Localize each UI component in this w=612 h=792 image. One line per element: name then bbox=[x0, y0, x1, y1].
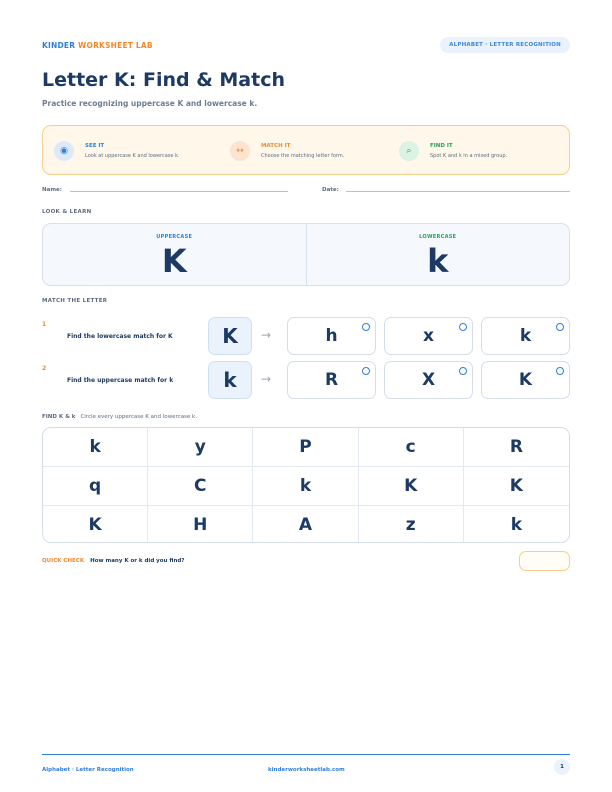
grid-cell[interactable]: A bbox=[253, 506, 358, 543]
quick-check-answer-box[interactable] bbox=[519, 551, 570, 571]
radio-circle[interactable] bbox=[459, 367, 467, 375]
brand-part-2: WORKSHEET LAB bbox=[78, 41, 153, 50]
page-number: 1 bbox=[554, 759, 570, 775]
step-title: SEE IT bbox=[85, 143, 105, 149]
option-letter: X bbox=[421, 370, 436, 390]
option-letter: K bbox=[518, 370, 533, 390]
option-letter: x bbox=[423, 326, 434, 346]
grid-cell[interactable]: k bbox=[253, 467, 358, 506]
option-letter: k bbox=[519, 326, 532, 346]
topic-badge: ALPHABET · LETTER RECOGNITION bbox=[440, 37, 570, 53]
match-row-1 bbox=[42, 317, 570, 355]
grid-cell[interactable]: q bbox=[43, 467, 148, 506]
quick-check bbox=[42, 558, 185, 564]
name-label: Name: bbox=[42, 187, 62, 193]
find-hint: Circle every uppercase K and lowercase k. bbox=[80, 414, 197, 420]
grid-cell[interactable]: z bbox=[359, 506, 464, 543]
uppercase-caption: UPPERCASE bbox=[156, 234, 193, 240]
step-description: Look at uppercase K and lowercase k. bbox=[85, 153, 180, 159]
grid-cell[interactable]: P bbox=[253, 428, 358, 467]
match-number: 1 bbox=[42, 321, 47, 328]
option-letter: h bbox=[325, 326, 338, 346]
uppercase-letter: K bbox=[161, 242, 187, 280]
footer-website: kinderworksheetlab.com bbox=[268, 767, 345, 773]
match-option[interactable] bbox=[287, 317, 376, 355]
option-letter: R bbox=[324, 370, 339, 390]
grid-cell[interactable]: y bbox=[148, 428, 253, 467]
step-title: MATCH IT bbox=[261, 143, 291, 149]
radio-circle[interactable] bbox=[556, 367, 564, 375]
match-option[interactable] bbox=[384, 317, 473, 355]
magnifier-icon: ⌕ bbox=[399, 141, 419, 161]
look-learn-card bbox=[42, 223, 570, 286]
page-subtitle: Practice recognizing uppercase K and lowercase k. bbox=[42, 99, 258, 108]
grid-cell[interactable]: k bbox=[43, 428, 148, 467]
match-prompt: Find the lowercase match for K bbox=[67, 333, 173, 340]
name-field[interactable] bbox=[70, 191, 288, 192]
swap-arrow-icon: ↔ bbox=[230, 141, 250, 161]
match-target-letter: k bbox=[208, 361, 252, 399]
step-see-it bbox=[43, 126, 219, 176]
step-description: Spot K and k in a mixed group. bbox=[430, 153, 508, 159]
uppercase-panel bbox=[43, 224, 306, 285]
grid-cell[interactable]: K bbox=[43, 506, 148, 543]
match-label: MATCH THE LETTER bbox=[42, 298, 108, 304]
date-label: Date: bbox=[322, 187, 339, 193]
step-find-it bbox=[388, 126, 564, 176]
eye-icon: ◉ bbox=[54, 141, 74, 161]
step-title: FIND IT bbox=[430, 143, 453, 149]
grid-cell[interactable]: R bbox=[464, 428, 569, 467]
radio-circle[interactable] bbox=[362, 323, 370, 331]
match-option[interactable] bbox=[481, 361, 570, 399]
grid-cell[interactable]: C bbox=[148, 467, 253, 506]
match-target-letter: K bbox=[208, 317, 252, 355]
grid-cell[interactable]: k bbox=[510, 515, 523, 535]
radio-circle[interactable] bbox=[362, 367, 370, 375]
match-option[interactable] bbox=[384, 361, 473, 399]
match-number: 2 bbox=[42, 365, 47, 372]
match-row-2 bbox=[42, 361, 570, 399]
radio-circle[interactable] bbox=[459, 323, 467, 331]
match-option[interactable] bbox=[481, 317, 570, 355]
lowercase-letter: k bbox=[427, 242, 449, 280]
radio-circle[interactable] bbox=[556, 323, 564, 331]
brand-part-1: KINDER bbox=[42, 41, 76, 50]
grid-cell[interactable]: c bbox=[359, 428, 464, 467]
match-prompt: Find the uppercase match for k bbox=[67, 377, 174, 384]
step-description: Choose the matching letter form. bbox=[261, 153, 345, 159]
footer-topic: Alphabet · Letter Recognition bbox=[42, 767, 134, 773]
lowercase-panel bbox=[306, 224, 570, 285]
match-option[interactable] bbox=[287, 361, 376, 399]
find-label: FIND K & k bbox=[42, 414, 76, 420]
steps-panel bbox=[42, 125, 570, 175]
page-title: Letter K: Find & Match bbox=[42, 69, 285, 91]
grid-cell[interactable]: K bbox=[359, 467, 464, 506]
date-field[interactable] bbox=[346, 191, 570, 192]
lowercase-caption: LOWERCASE bbox=[419, 234, 457, 240]
arrow-right-icon: → bbox=[261, 372, 272, 386]
grid-cell[interactable]: H bbox=[148, 506, 253, 543]
find-section-label bbox=[42, 414, 197, 420]
brand bbox=[42, 41, 153, 50]
arrow-right-icon: → bbox=[261, 328, 272, 342]
grid-cell[interactable]: K bbox=[464, 467, 569, 506]
footer-divider bbox=[42, 754, 570, 755]
letter-grid bbox=[42, 427, 570, 543]
quick-check-label: QUICK CHECK bbox=[42, 558, 85, 564]
look-learn-label: LOOK & LEARN bbox=[42, 209, 92, 215]
quick-check-question: How many K or k did you find? bbox=[90, 558, 185, 564]
step-match-it bbox=[219, 126, 395, 176]
